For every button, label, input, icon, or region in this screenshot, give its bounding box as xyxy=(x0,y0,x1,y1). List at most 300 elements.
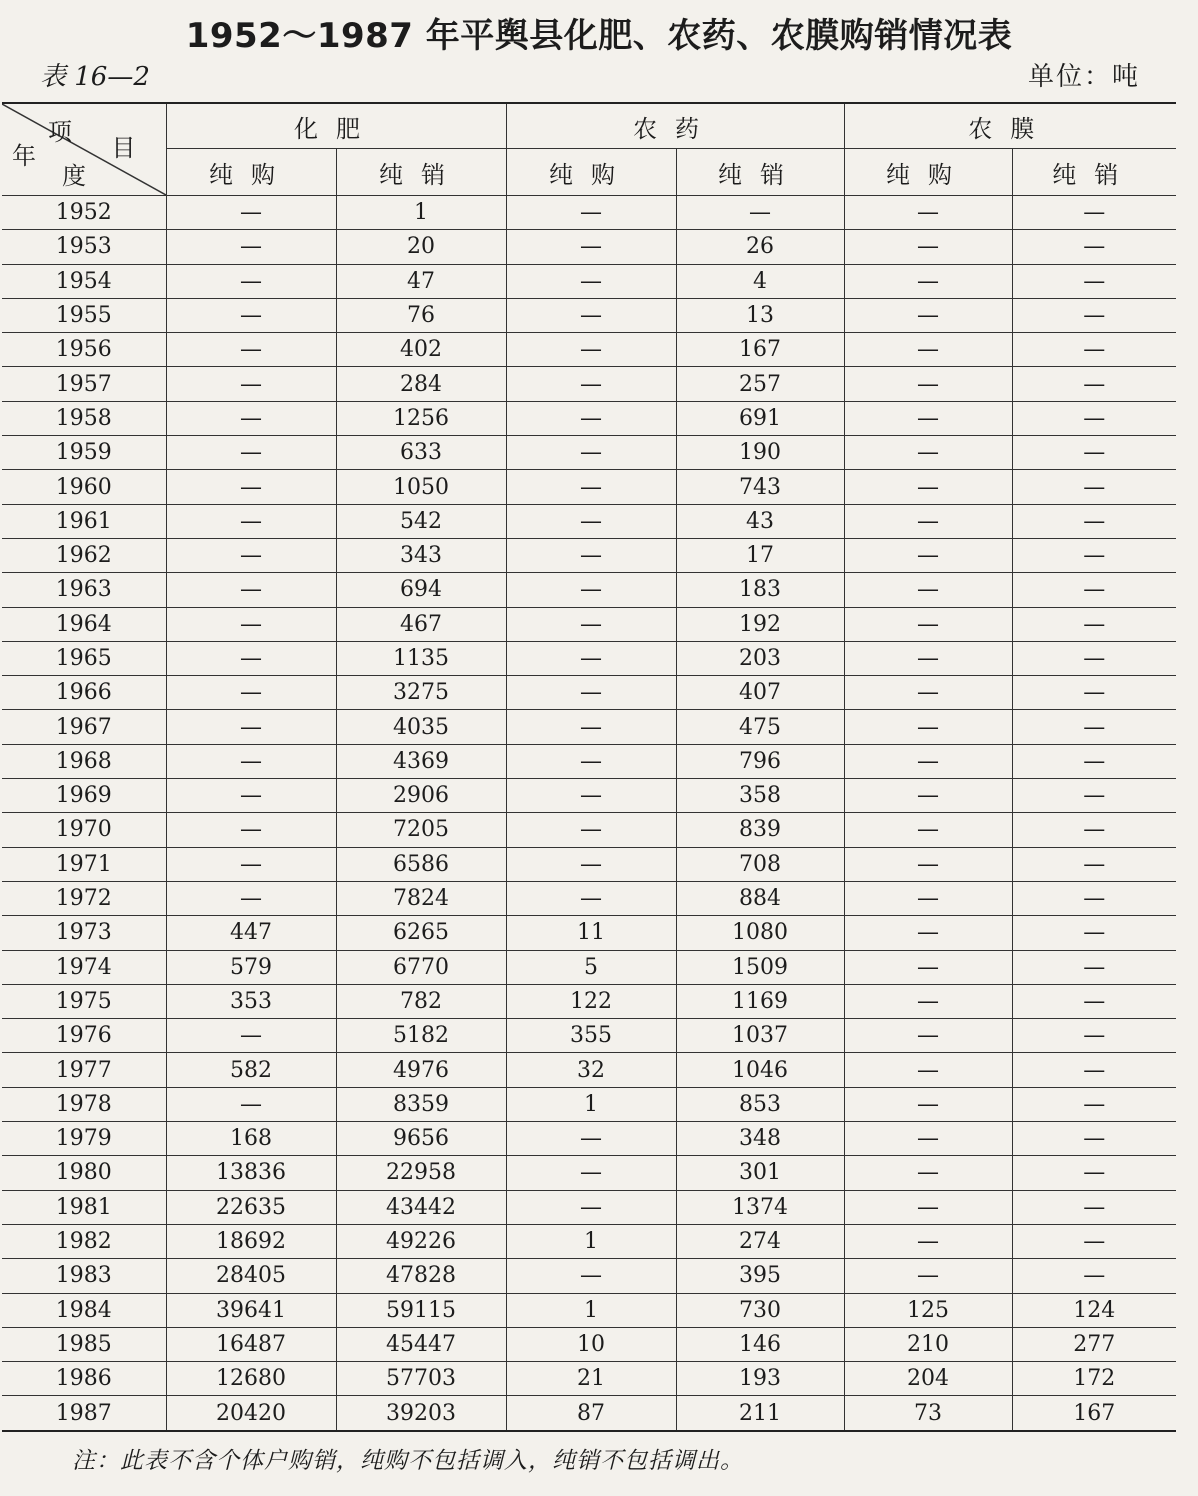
table-row xyxy=(2,641,1176,675)
cell-fertilizer-sales: 284 xyxy=(336,367,506,401)
cell-fertilizer-sales: 343 xyxy=(336,538,506,572)
cell-pesticide-purchase: — xyxy=(506,538,676,572)
cell-film-sales: — xyxy=(1012,607,1176,641)
cell-fertilizer-purchase: — xyxy=(166,504,336,538)
cell-fertilizer-purchase: — xyxy=(166,333,336,367)
cell-pesticide-sales: 146 xyxy=(676,1327,844,1361)
cell-pesticide-sales: 203 xyxy=(676,641,844,675)
cell-year: 1973 xyxy=(2,916,166,950)
cell-fertilizer-purchase: 22635 xyxy=(166,1190,336,1224)
cell-year: 1955 xyxy=(2,298,166,332)
cell-pesticide-sales: 691 xyxy=(676,401,844,435)
cell-film-purchase: — xyxy=(844,710,1012,744)
cell-pesticide-purchase: 87 xyxy=(506,1396,676,1431)
sub-header-pesticide-purchase: 纯购 xyxy=(506,149,676,196)
cell-film-purchase: — xyxy=(844,333,1012,367)
cell-fertilizer-purchase: 12680 xyxy=(166,1362,336,1396)
cell-pesticide-sales: 358 xyxy=(676,779,844,813)
cell-film-purchase: — xyxy=(844,1053,1012,1087)
cell-pesticide-purchase: 11 xyxy=(506,916,676,950)
table-row xyxy=(2,676,1176,710)
cell-fertilizer-sales: 467 xyxy=(336,607,506,641)
cell-film-sales: — xyxy=(1012,1122,1176,1156)
cell-fertilizer-sales: 4976 xyxy=(336,1053,506,1087)
sub-header-fertilizer-sales: 纯销 xyxy=(336,149,506,196)
cell-film-sales: — xyxy=(1012,847,1176,881)
cell-fertilizer-sales: 5182 xyxy=(336,1019,506,1053)
cell-fertilizer-purchase: — xyxy=(166,264,336,298)
table-row xyxy=(2,401,1176,435)
cell-film-sales: — xyxy=(1012,676,1176,710)
cell-fertilizer-sales: 4035 xyxy=(336,710,506,744)
cell-pesticide-purchase: 5 xyxy=(506,950,676,984)
page-title: 1952～1987 年平舆县化肥、农药、农膜购销情况表 xyxy=(185,16,1013,56)
cell-film-purchase: — xyxy=(844,881,1012,915)
cell-fertilizer-sales: 7824 xyxy=(336,881,506,915)
cell-fertilizer-sales: 76 xyxy=(336,298,506,332)
cell-pesticide-sales: 4 xyxy=(676,264,844,298)
cell-fertilizer-purchase: 579 xyxy=(166,950,336,984)
cell-year: 1959 xyxy=(2,436,166,470)
cell-pesticide-purchase: — xyxy=(506,641,676,675)
cell-fertilizer-purchase: — xyxy=(166,436,336,470)
cell-year: 1970 xyxy=(2,813,166,847)
cell-fertilizer-purchase: — xyxy=(166,607,336,641)
cell-film-sales: — xyxy=(1012,264,1176,298)
cell-film-purchase: — xyxy=(844,1259,1012,1293)
cell-fertilizer-sales: 49226 xyxy=(336,1224,506,1258)
table-row xyxy=(2,1224,1176,1258)
cell-pesticide-purchase: — xyxy=(506,401,676,435)
cell-fertilizer-purchase: 447 xyxy=(166,916,336,950)
cell-pesticide-purchase: — xyxy=(506,676,676,710)
corner-label-xiang: 项 xyxy=(48,118,72,146)
cell-fertilizer-purchase: — xyxy=(166,367,336,401)
cell-film-purchase: — xyxy=(844,1156,1012,1190)
cell-fertilizer-sales: 39203 xyxy=(336,1396,506,1431)
table-row xyxy=(2,1019,1176,1053)
table-row xyxy=(2,881,1176,915)
cell-year: 1971 xyxy=(2,847,166,881)
header-group-row xyxy=(2,103,1176,149)
table-row xyxy=(2,607,1176,641)
cell-pesticide-purchase: 32 xyxy=(506,1053,676,1087)
cell-fertilizer-purchase: — xyxy=(166,538,336,572)
cell-year: 1983 xyxy=(2,1259,166,1293)
cell-fertilizer-sales: 45447 xyxy=(336,1327,506,1361)
cell-film-purchase: — xyxy=(844,641,1012,675)
cell-pesticide-sales: 257 xyxy=(676,367,844,401)
cell-fertilizer-purchase: 39641 xyxy=(166,1293,336,1327)
cell-film-sales: — xyxy=(1012,881,1176,915)
cell-pesticide-purchase: — xyxy=(506,504,676,538)
cell-film-sales: — xyxy=(1012,504,1176,538)
cell-fertilizer-sales: 2906 xyxy=(336,779,506,813)
cell-fertilizer-sales: 542 xyxy=(336,504,506,538)
cell-year: 1980 xyxy=(2,1156,166,1190)
cell-fertilizer-sales: 8359 xyxy=(336,1087,506,1121)
cell-film-sales: — xyxy=(1012,1087,1176,1121)
cell-pesticide-sales: 17 xyxy=(676,538,844,572)
unit-label: 单位：吨 xyxy=(1027,62,1140,92)
cell-pesticide-sales: 26 xyxy=(676,230,844,264)
cell-film-purchase: — xyxy=(844,264,1012,298)
cell-fertilizer-purchase: — xyxy=(166,813,336,847)
group-header-fertilizer: 化肥 xyxy=(166,103,506,149)
corner-label-mu: 目 xyxy=(111,134,136,162)
cell-film-sales: — xyxy=(1012,436,1176,470)
table-row xyxy=(2,1156,1176,1190)
cell-fertilizer-purchase: — xyxy=(166,847,336,881)
table-row xyxy=(2,298,1176,332)
cell-film-sales: — xyxy=(1012,1190,1176,1224)
cell-film-purchase: — xyxy=(844,1122,1012,1156)
cell-film-sales: — xyxy=(1012,230,1176,264)
cell-pesticide-purchase: — xyxy=(506,847,676,881)
table-row xyxy=(2,470,1176,504)
cell-film-purchase: — xyxy=(844,1087,1012,1121)
cell-fertilizer-purchase: — xyxy=(166,1087,336,1121)
cell-year: 1963 xyxy=(2,573,166,607)
cell-film-sales: — xyxy=(1012,779,1176,813)
cell-year: 1956 xyxy=(2,333,166,367)
cell-film-purchase: — xyxy=(844,298,1012,332)
cell-film-sales: — xyxy=(1012,401,1176,435)
cell-pesticide-sales: 1046 xyxy=(676,1053,844,1087)
cell-fertilizer-purchase: — xyxy=(166,881,336,915)
cell-pesticide-purchase: — xyxy=(506,333,676,367)
table-row xyxy=(2,1396,1176,1431)
cell-film-purchase: — xyxy=(844,1190,1012,1224)
table-row xyxy=(2,573,1176,607)
cell-year: 1962 xyxy=(2,538,166,572)
cell-year: 1968 xyxy=(2,744,166,778)
cell-fertilizer-sales: 633 xyxy=(336,436,506,470)
cell-pesticide-purchase: — xyxy=(506,470,676,504)
cell-pesticide-purchase: 1 xyxy=(506,1293,676,1327)
cell-fertilizer-purchase: 16487 xyxy=(166,1327,336,1361)
cell-film-purchase: — xyxy=(844,984,1012,1018)
cell-year: 1964 xyxy=(2,607,166,641)
cell-fertilizer-sales: 43442 xyxy=(336,1190,506,1224)
cell-fertilizer-sales: 1135 xyxy=(336,641,506,675)
cell-year: 1960 xyxy=(2,470,166,504)
cell-film-purchase: — xyxy=(844,470,1012,504)
cell-film-purchase: — xyxy=(844,230,1012,264)
cell-film-sales: — xyxy=(1012,1019,1176,1053)
cell-film-purchase: — xyxy=(844,607,1012,641)
cell-film-purchase: — xyxy=(844,744,1012,778)
cell-pesticide-sales: 192 xyxy=(676,607,844,641)
cell-fertilizer-purchase: — xyxy=(166,230,336,264)
cell-film-sales: — xyxy=(1012,573,1176,607)
cell-film-purchase: — xyxy=(844,847,1012,881)
sub-header-fertilizer-purchase: 纯购 xyxy=(166,149,336,196)
cell-fertilizer-sales: 694 xyxy=(336,573,506,607)
cell-year: 1952 xyxy=(2,196,166,230)
table-row xyxy=(2,367,1176,401)
cell-fertilizer-sales: 782 xyxy=(336,984,506,1018)
corner-label-du: 度 xyxy=(62,162,86,190)
cell-film-purchase: — xyxy=(844,401,1012,435)
cell-film-purchase: — xyxy=(844,538,1012,572)
cell-fertilizer-purchase: — xyxy=(166,710,336,744)
cell-fertilizer-sales: 1050 xyxy=(336,470,506,504)
cell-fertilizer-purchase: — xyxy=(166,298,336,332)
cell-film-sales: — xyxy=(1012,641,1176,675)
cell-pesticide-purchase: — xyxy=(506,436,676,470)
cell-fertilizer-sales: 9656 xyxy=(336,1122,506,1156)
cell-film-purchase: — xyxy=(844,196,1012,230)
cell-pesticide-sales: 301 xyxy=(676,1156,844,1190)
cell-fertilizer-purchase: — xyxy=(166,573,336,607)
cell-fertilizer-purchase: 20420 xyxy=(166,1396,336,1431)
cell-film-purchase: — xyxy=(844,813,1012,847)
cell-pesticide-purchase: — xyxy=(506,230,676,264)
cell-pesticide-purchase: 10 xyxy=(506,1327,676,1361)
cell-fertilizer-sales: 22958 xyxy=(336,1156,506,1190)
cell-pesticide-sales: 708 xyxy=(676,847,844,881)
cell-year: 1974 xyxy=(2,950,166,984)
cell-film-sales: — xyxy=(1012,710,1176,744)
cell-fertilizer-sales: 6770 xyxy=(336,950,506,984)
cell-pesticide-sales: 796 xyxy=(676,744,844,778)
cell-pesticide-sales: 1509 xyxy=(676,950,844,984)
cell-film-purchase: — xyxy=(844,367,1012,401)
cell-year: 1984 xyxy=(2,1293,166,1327)
cell-film-purchase: 125 xyxy=(844,1293,1012,1327)
table-body xyxy=(2,196,1176,1431)
cell-film-sales: — xyxy=(1012,916,1176,950)
table-row xyxy=(2,1327,1176,1361)
cell-fertilizer-purchase: 582 xyxy=(166,1053,336,1087)
cell-pesticide-sales: — xyxy=(676,196,844,230)
cell-fertilizer-sales: 1256 xyxy=(336,401,506,435)
cell-year: 1979 xyxy=(2,1122,166,1156)
cell-film-sales: — xyxy=(1012,1053,1176,1087)
cell-film-purchase: — xyxy=(844,1224,1012,1258)
cell-film-purchase: — xyxy=(844,1019,1012,1053)
sub-header-film-purchase: 纯购 xyxy=(844,149,1012,196)
table-row xyxy=(2,1087,1176,1121)
cell-fertilizer-purchase: — xyxy=(166,641,336,675)
cell-fertilizer-sales: 7205 xyxy=(336,813,506,847)
cell-film-sales: — xyxy=(1012,1259,1176,1293)
cell-pesticide-purchase: — xyxy=(506,298,676,332)
table-container xyxy=(2,102,1176,1432)
cell-year: 1975 xyxy=(2,984,166,1018)
cell-film-purchase: — xyxy=(844,573,1012,607)
cell-pesticide-purchase: — xyxy=(506,1122,676,1156)
table-row xyxy=(2,847,1176,881)
cell-film-sales: — xyxy=(1012,1224,1176,1258)
cell-year: 1981 xyxy=(2,1190,166,1224)
cell-year: 1965 xyxy=(2,641,166,675)
cell-year: 1977 xyxy=(2,1053,166,1087)
cell-year: 1961 xyxy=(2,504,166,538)
cell-fertilizer-purchase: — xyxy=(166,1019,336,1053)
cell-pesticide-sales: 1169 xyxy=(676,984,844,1018)
cell-pesticide-sales: 43 xyxy=(676,504,844,538)
cell-film-sales: — xyxy=(1012,538,1176,572)
cell-fertilizer-purchase: — xyxy=(166,401,336,435)
cell-year: 1969 xyxy=(2,779,166,813)
cell-pesticide-purchase: — xyxy=(506,367,676,401)
data-table xyxy=(2,102,1176,1432)
cell-fertilizer-purchase: 353 xyxy=(166,984,336,1018)
cell-pesticide-purchase: 355 xyxy=(506,1019,676,1053)
cell-pesticide-sales: 853 xyxy=(676,1087,844,1121)
cell-pesticide-purchase: 1 xyxy=(506,1087,676,1121)
cell-fertilizer-sales: 4369 xyxy=(336,744,506,778)
table-row xyxy=(2,1053,1176,1087)
table-row xyxy=(2,1190,1176,1224)
cell-fertilizer-sales: 47828 xyxy=(336,1259,506,1293)
cell-film-purchase: 73 xyxy=(844,1396,1012,1431)
cell-fertilizer-sales: 6265 xyxy=(336,916,506,950)
cell-fertilizer-purchase: — xyxy=(166,744,336,778)
cell-pesticide-sales: 395 xyxy=(676,1259,844,1293)
cell-fertilizer-sales: 6586 xyxy=(336,847,506,881)
cell-pesticide-sales: 193 xyxy=(676,1362,844,1396)
table-row xyxy=(2,710,1176,744)
table-row xyxy=(2,1293,1176,1327)
table-row xyxy=(2,813,1176,847)
cell-film-sales: 172 xyxy=(1012,1362,1176,1396)
cell-pesticide-purchase: — xyxy=(506,813,676,847)
cell-year: 1987 xyxy=(2,1396,166,1431)
cell-fertilizer-sales: 59115 xyxy=(336,1293,506,1327)
cell-film-purchase: 204 xyxy=(844,1362,1012,1396)
header-corner-cell xyxy=(2,103,166,196)
table-row xyxy=(2,984,1176,1018)
cell-film-sales: — xyxy=(1012,950,1176,984)
cell-film-sales: 277 xyxy=(1012,1327,1176,1361)
cell-film-purchase: — xyxy=(844,779,1012,813)
cell-pesticide-purchase: 1 xyxy=(506,1224,676,1258)
cell-fertilizer-purchase: — xyxy=(166,196,336,230)
cell-film-sales: 167 xyxy=(1073,1400,1116,1426)
table-number: 表 16—2 xyxy=(40,62,150,92)
cell-pesticide-purchase: — xyxy=(506,744,676,778)
cell-pesticide-sales: 183 xyxy=(676,573,844,607)
cell-pesticide-purchase: 122 xyxy=(506,984,676,1018)
table-row xyxy=(2,744,1176,778)
cell-year: 1953 xyxy=(2,230,166,264)
corner-label-nian: 年 xyxy=(12,142,36,170)
cell-year: 1958 xyxy=(2,401,166,435)
table-row xyxy=(2,950,1176,984)
cell-year: 1982 xyxy=(2,1224,166,1258)
cell-film-sales: — xyxy=(1012,1156,1176,1190)
cell-pesticide-sales: 211 xyxy=(676,1396,844,1431)
cell-pesticide-sales: 1374 xyxy=(676,1190,844,1224)
cell-fertilizer-purchase: 168 xyxy=(166,1122,336,1156)
cell-year: 1966 xyxy=(2,676,166,710)
cell-pesticide-purchase: — xyxy=(506,196,676,230)
cell-film-purchase: — xyxy=(844,504,1012,538)
header-sub-row xyxy=(2,149,1176,196)
cell-pesticide-sales: 274 xyxy=(676,1224,844,1258)
cell-film-sales: — xyxy=(1012,813,1176,847)
cell-pesticide-sales: 839 xyxy=(676,813,844,847)
cell-fertilizer-purchase: 28405 xyxy=(166,1259,336,1293)
table-row xyxy=(2,436,1176,470)
cell-fertilizer-sales: 1 xyxy=(336,196,506,230)
cell-fertilizer-sales: 47 xyxy=(336,264,506,298)
cell-pesticide-sales: 743 xyxy=(676,470,844,504)
cell-year: 1967 xyxy=(2,710,166,744)
table-row xyxy=(2,1122,1176,1156)
cell-pesticide-sales: 167 xyxy=(676,333,844,367)
cell-pesticide-purchase: — xyxy=(506,573,676,607)
cell-pesticide-purchase: — xyxy=(506,264,676,298)
cell-film-sales: — xyxy=(1012,470,1176,504)
cell-pesticide-purchase: — xyxy=(506,607,676,641)
cell-fertilizer-purchase: — xyxy=(166,676,336,710)
sub-header-pesticide-sales: 纯销 xyxy=(676,149,844,196)
cell-fertilizer-purchase: 13836 xyxy=(166,1156,336,1190)
table-row xyxy=(2,264,1176,298)
cell-film-sales: — xyxy=(1012,333,1176,367)
cell-year: 1985 xyxy=(2,1327,166,1361)
cell-pesticide-purchase: — xyxy=(506,1156,676,1190)
cell-year: 1976 xyxy=(2,1019,166,1053)
cell-film-sales: — xyxy=(1012,984,1176,1018)
group-header-pesticide: 农药 xyxy=(506,103,844,149)
cell-film-purchase: — xyxy=(844,676,1012,710)
table-row xyxy=(2,916,1176,950)
cell-pesticide-purchase: — xyxy=(506,779,676,813)
cell-pesticide-purchase: — xyxy=(506,881,676,915)
table-row xyxy=(2,1362,1176,1396)
table-row xyxy=(2,230,1176,264)
cell-fertilizer-sales: 20 xyxy=(336,230,506,264)
cell-year: 1986 xyxy=(2,1362,166,1396)
table-row xyxy=(2,196,1176,230)
table-row xyxy=(2,538,1176,572)
cell-year: 1978 xyxy=(2,1087,166,1121)
cell-fertilizer-sales: 57703 xyxy=(336,1362,506,1396)
cell-fertilizer-purchase: — xyxy=(166,779,336,813)
footnote: 注：此表不含个体户购销，纯购不包括调入，纯销不包括调出。 xyxy=(72,1448,744,1474)
cell-fertilizer-sales: 3275 xyxy=(336,676,506,710)
cell-film-sales: — xyxy=(1012,367,1176,401)
cell-year: 1954 xyxy=(2,264,166,298)
table-row xyxy=(2,1259,1176,1293)
cell-film-purchase: — xyxy=(844,950,1012,984)
cell-pesticide-sales: 407 xyxy=(676,676,844,710)
cell-fertilizer-sales: 402 xyxy=(336,333,506,367)
cell-pesticide-sales: 884 xyxy=(676,881,844,915)
sub-header-film-sales: 纯销 xyxy=(1012,149,1176,196)
cell-pesticide-sales: 1037 xyxy=(676,1019,844,1053)
cell-fertilizer-purchase: — xyxy=(166,470,336,504)
cell-film-purchase: 210 xyxy=(844,1327,1012,1361)
cell-film-sales: — xyxy=(1012,196,1176,230)
table-row xyxy=(2,333,1176,367)
cell-year: 1972 xyxy=(2,881,166,915)
cell-pesticide-sales: 475 xyxy=(676,710,844,744)
cell-pesticide-purchase: — xyxy=(506,1190,676,1224)
cell-film-purchase: — xyxy=(844,436,1012,470)
cell-pesticide-sales: 730 xyxy=(676,1293,844,1327)
cell-year: 1957 xyxy=(2,367,166,401)
cell-fertilizer-purchase: 18692 xyxy=(166,1224,336,1258)
cell-film-sales: 124 xyxy=(1012,1293,1176,1327)
cell-pesticide-purchase: — xyxy=(506,1259,676,1293)
cell-film-sales: — xyxy=(1012,744,1176,778)
